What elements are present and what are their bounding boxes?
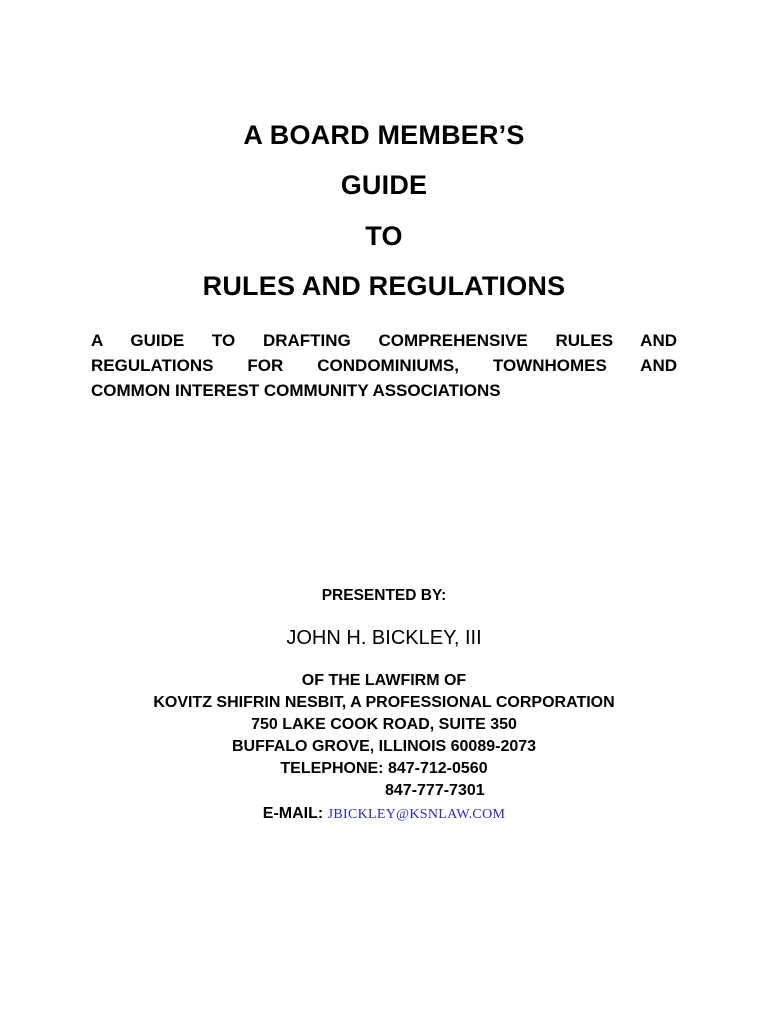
title-line-2: GUIDE [340, 170, 428, 200]
title-line-3: TO [365, 221, 403, 251]
subtitle-block [91, 328, 677, 403]
subtitle-line-3: COMMON INTEREST COMMUNITY ASSOCIATIONS [91, 381, 501, 400]
subtitle-line-2: REGULATIONS FOR CONDOMINIUMS, TOWNHOMES AND [91, 356, 677, 375]
firm-intro: OF THE LAWFIRM OF [301, 672, 467, 689]
email-label: E-MAIL: [262, 805, 324, 822]
title-line-1: A BOARD MEMBER’S [243, 120, 525, 150]
firm-block [0, 670, 768, 780]
firm-telephone: TELEPHONE: 847-712-0560 [280, 760, 488, 777]
email-line [0, 803, 768, 826]
firm-address: 750 LAKE COOK ROAD, SUITE 350 [251, 716, 517, 733]
firm-city: BUFFALO GROVE, ILLINOIS 60089-2073 [231, 738, 537, 755]
firm-name: KOVITZ SHIFRIN NESBIT, A PROFESSIONAL CORPORATION [153, 694, 615, 711]
presenter-name: JOHN H. BICKLEY, III [286, 627, 482, 649]
email-link[interactable]: JBICKLEY@KSNLAW.COM [327, 807, 506, 822]
firm-telephone-2: 847-777-7301 [385, 782, 485, 799]
subtitle-line-1: A GUIDE TO DRAFTING COMPREHENSIVE RULES AND [91, 331, 677, 350]
presented-by-label: PRESENTED BY: [321, 587, 447, 604]
title-line-4: RULES AND REGULATIONS [202, 271, 566, 301]
